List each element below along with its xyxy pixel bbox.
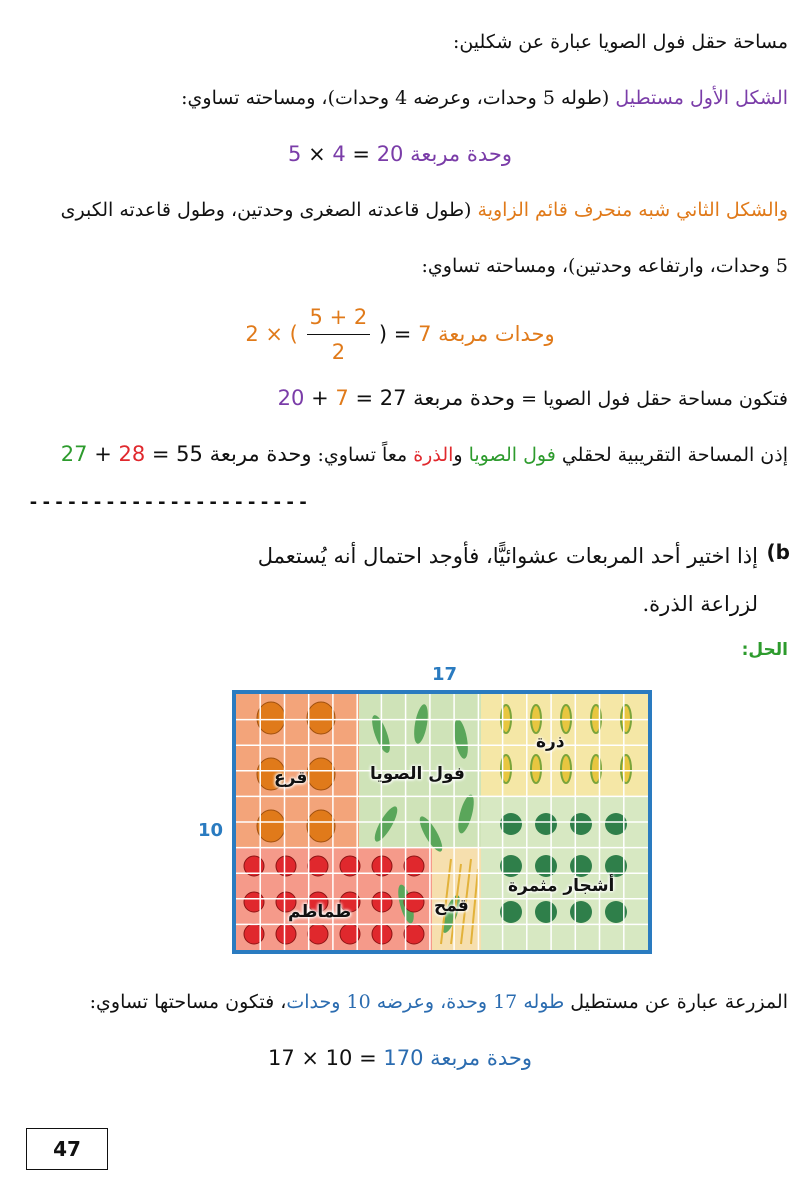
total-combined-eq: = xyxy=(151,442,177,466)
separator-dashes: ---------------------- xyxy=(28,492,311,513)
shape2-frac-den: 2 xyxy=(331,340,346,364)
intro-text: مساحة حقل فول الصويا عبارة عن شكلين: xyxy=(452,31,788,53)
farm-area-prefix: المزرعة عبارة عن مستطيل xyxy=(564,991,788,1013)
shape2-desc2: 5 وحدات، وارتفاعه وحدتين)، ومساحته تساوي: xyxy=(421,255,788,277)
total-combined-prefix: إذن المساحة التقريبية لحقلي xyxy=(555,444,788,466)
shape2-eq-mult: 2 × ( xyxy=(245,321,298,346)
shape1-eq-op: × xyxy=(308,142,333,166)
total-combined-result: 55 وحدة مربعة xyxy=(176,442,312,466)
total-soy-b: 7 xyxy=(335,386,349,410)
question-line1: إذا اختير أحد المربعات عشوائيًّا، فأوجد احتمال أنه يُستعمل xyxy=(257,544,758,568)
total-combined-mid: معاً تساوي: xyxy=(311,444,414,466)
shape1-equation xyxy=(12,140,788,169)
page-number: 47 xyxy=(26,1128,108,1170)
shape2-eq-result: 7 وحدات مربعة xyxy=(418,321,555,346)
farm-area-eq-eq: = xyxy=(359,1046,384,1070)
total-soy-a: 20 xyxy=(277,386,305,410)
shape1-eq-a: 5 xyxy=(288,142,302,166)
total-soy-prefix: فتكون مساحة حقل فول الصويا = xyxy=(515,388,788,410)
total-combined-a: 27 xyxy=(60,442,88,466)
farm-area-eq-result: 170 وحدة مربعة xyxy=(383,1046,533,1070)
farm-area-suffix: ، فتكون مساحتها تساوي: xyxy=(89,991,287,1013)
shape2-line xyxy=(12,196,788,224)
fruit-trees-label: أشجار مثمرة xyxy=(508,876,615,896)
farm-area-equation xyxy=(12,1044,788,1073)
shape1-eq-b: 4 xyxy=(332,142,346,166)
farm-area-line xyxy=(12,988,788,1016)
total-combined-corn: الذرة xyxy=(413,444,454,466)
pumpkin-label: قرع xyxy=(274,768,308,788)
total-soy-plus: + xyxy=(311,386,336,410)
tomato-label: طماطم xyxy=(288,902,352,922)
shape2-desc1: (طول قاعدته الصغرى وحدتين، وطول قاعدته الكبرى xyxy=(60,199,472,221)
total-combined-soy: فول الصويا xyxy=(468,444,556,466)
farm-area-eq-left: 17 × 10 xyxy=(267,1046,353,1070)
total-soy-line xyxy=(12,384,788,413)
solution-label: الحل: xyxy=(741,640,788,660)
shape2-frac-num: 5 + 2 xyxy=(307,300,371,335)
total-combined-b: 28 xyxy=(118,442,146,466)
shape1-line xyxy=(12,84,788,112)
total-combined-plus: + xyxy=(94,442,119,466)
shape2-equation xyxy=(12,300,788,369)
shape1-name: الشكل الأول مستطيل xyxy=(615,87,788,109)
tree-icons xyxy=(500,813,627,923)
question-line2: لزراعة الذرة. xyxy=(642,592,758,616)
total-soy-result: 27 وحدة مربعة xyxy=(379,386,516,410)
total-combined-line xyxy=(12,440,788,469)
shape1-eq-result: 20 وحدة مربعة xyxy=(376,142,512,166)
tomato-icons xyxy=(244,856,424,944)
farm-width-label: 17 xyxy=(432,664,458,685)
total-combined-and: و xyxy=(453,444,469,466)
shape2-eq-eq: = xyxy=(393,321,419,346)
shape2-eq-close: ) xyxy=(378,321,388,346)
wheat-label: قمح xyxy=(434,896,469,916)
corn-label: ذرة xyxy=(536,732,565,752)
farm-diagram xyxy=(232,690,652,954)
shape2-fraction xyxy=(307,300,371,369)
total-soy-eq: = xyxy=(355,386,380,410)
farm-area-dims: طوله 17 وحدة، وعرضه 10 وحدات xyxy=(286,991,565,1013)
shape1-desc: (طوله 5 وحدات، وعرضه 4 وحدات)، ومساحته تساوي: xyxy=(181,87,610,109)
soy-label: فول الصويا xyxy=(370,764,465,784)
shape2-name: والشكل الثاني شبه منحرف قائم الزاوية xyxy=(477,199,788,221)
farm-height-label: 10 xyxy=(198,820,224,841)
question-letter: b) xyxy=(766,540,790,564)
shape1-eq-eq: = xyxy=(352,142,377,166)
